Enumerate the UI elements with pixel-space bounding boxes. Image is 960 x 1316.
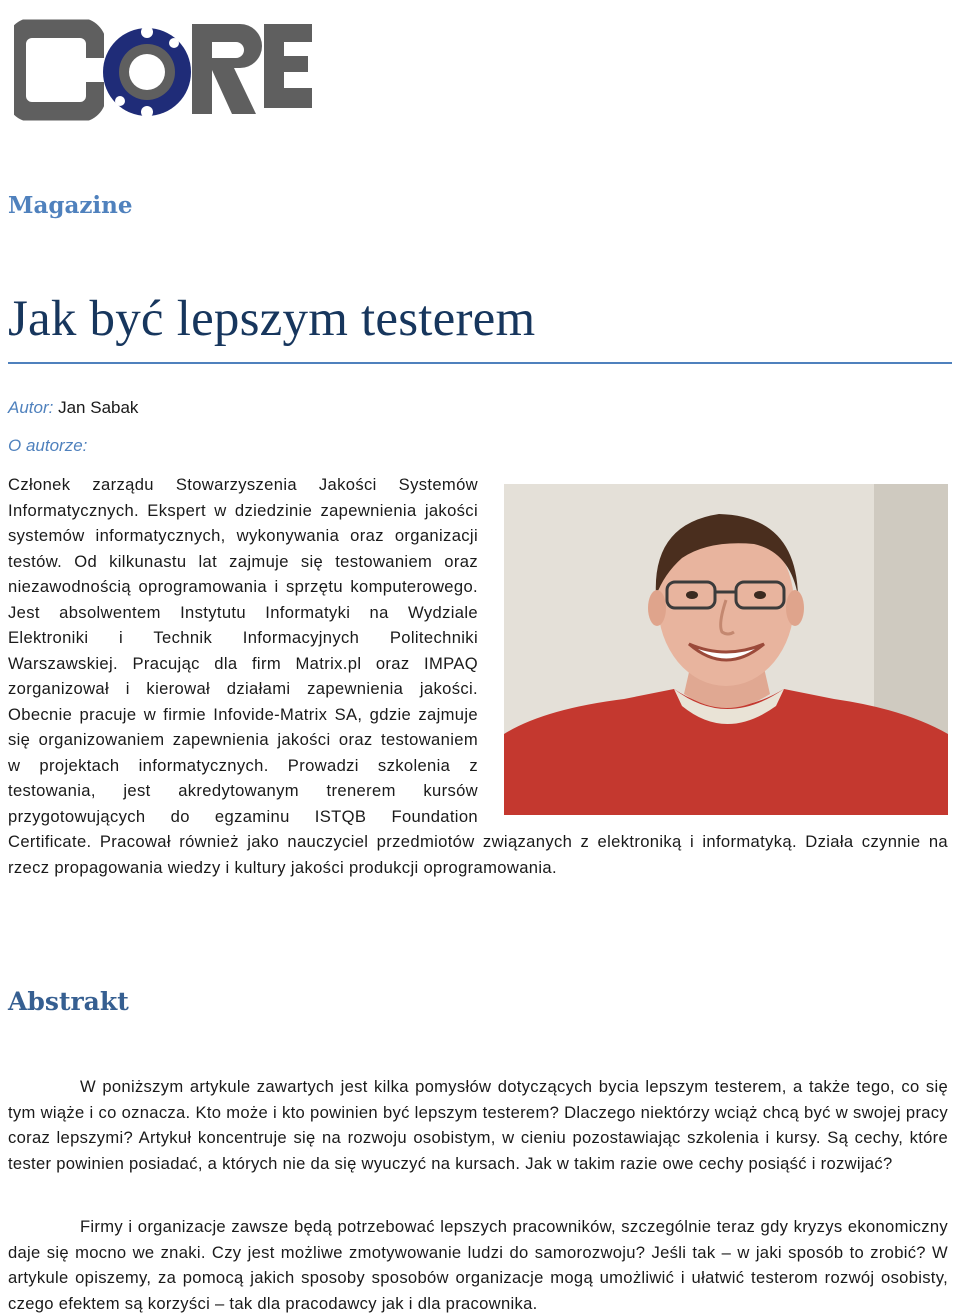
about-author-heading [8, 436, 87, 456]
article-title: Jak być lepszym testerem [8, 291, 536, 347]
gear-o-icon [103, 26, 191, 118]
author-label: Autor: [8, 398, 54, 417]
author-photo [504, 484, 948, 815]
abstract-paragraph: W poniższym artykule zawartych jest kilka pomysłów dotyczących bycia lepszym testerem, a także tego, co się tym wiąże i co oznacza. Kto może i kto powinien być lepszym testerem? Dlaczego niektórzy wciąż chcą być w swojej pracy coraz lepszymi? Artykuł koncentruje się na rozwoju osobistym, w cieniu pozostawiając szkolenia i kursy. Są cechy, które tester powinien posiadać, a których nie da się wyuczyć na kursach. Jak w takim razie owe cechy posiąść i rozwijać? [8, 1077, 948, 1173]
core-logo [14, 18, 314, 122]
author-line [8, 398, 138, 418]
author-name: Jan Sabak [58, 398, 139, 417]
about-label: O autorze: [8, 436, 88, 455]
abstract-heading: Abstrakt [8, 987, 129, 1016]
author-bio: Członek zarządu Stowarzyszenia Jakości Systemów Informatycznych. Ekspert w dziedzinie zapewnienia jakości systemów informatycznych, wykonywania oraz organizacji testów. Od kilkunastu lat zajmuje się testowaniem oraz niezawodnością oprogramowania i sprzętu komputerowego. Jest absolwentem Instytutu Informatyki na Wydziale Elektroniki i Technik Informacyjnych Politechniki Warszawskiej. Pracując dla firm Matrix.pl oraz IMPAQ zorganizował i kierował działami zapewnienia jakości. Obecnie pracuje w firmie Infovide-Matrix SA, gdzie zajmuje się organizowaniem zapewnienia jakości oraz testowaniem w projektach informatycznych. Prowadzi szkolenia z testowania, jest akredytowanym trenerem kursów przygotowujących do egzaminu ISTQB Foundation Certificate. Pracował również jako nauczyciel przedmiotów związanych z elektroniką i informatyką. Działa czynnie na rzecz propagowania wiedzy i kultury jakości produkcji oprogramowania. [8, 475, 948, 877]
section-label: Magazine [8, 192, 133, 219]
abstract-paragraph: Firmy i organizacje zawsze będą potrzebować lepszych pracowników, szczególnie teraz gdy kryzys ekonomiczny daje się mocno we znaki. Czy jest możliwe zmotywowanie ludzi do samorozwoju? Jeśli tak – w jaki sposób to zrobić? W artykule opiszemy, za pomocą jakich sposoby sposobów organizacje mogą umożliwić i ułatwić testerom rozwój osobisty, czego efektem są korzyści – tak dla pracodawcy jak i dla pracownika. [8, 1217, 948, 1313]
title-underline [8, 362, 952, 364]
